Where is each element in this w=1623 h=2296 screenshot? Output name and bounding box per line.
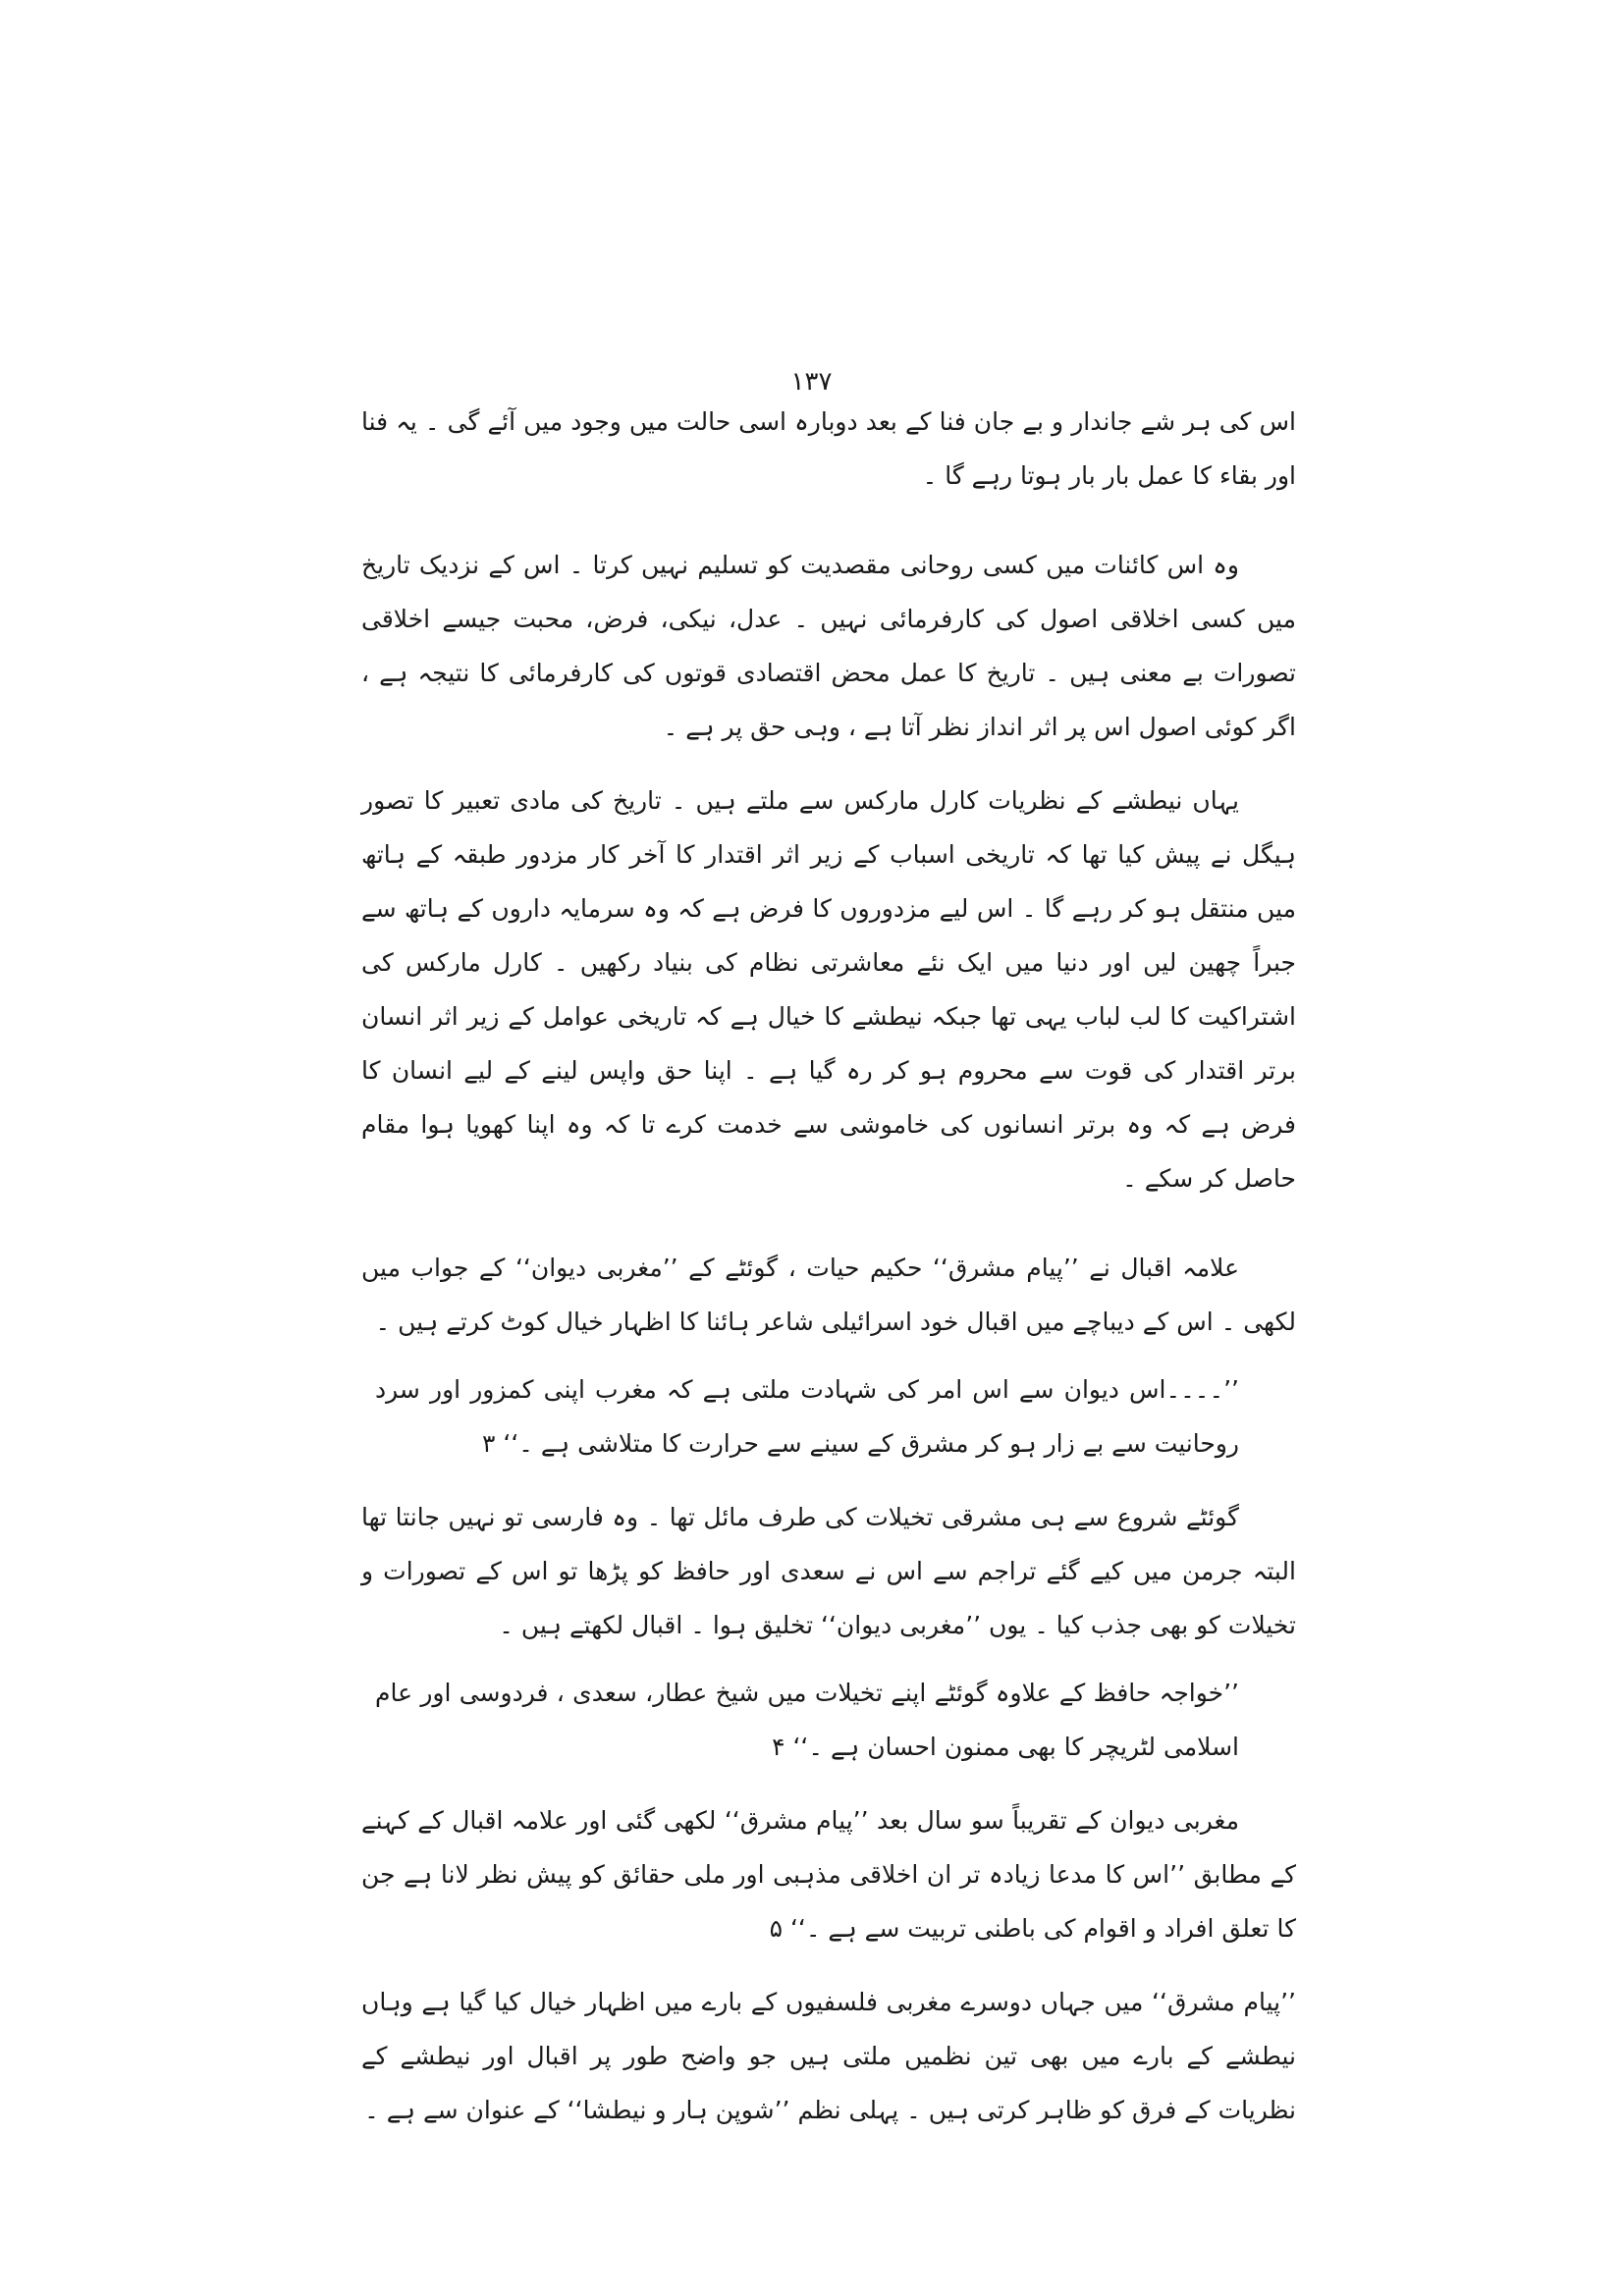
paragraph-7: ’’پیام مشرق‘‘ میں جہاں دوسرے مغربی فلسفیوں کے بارے میں اظہار خیال کیا گیا ہے وہاں نیطشے کے بارے میں بھی تین نظمیں ملتی ہیں جو واضح طور پر اقبال اور نیطشے کے نظریات کے فرق کو ظاہر کرتی ہیں ۔ پہلی نظم ’’شوپن ہار و نیطشا‘‘ کے عنوان سے ہے ۔	[361, 1988, 1296, 2124]
paragraph-3: یہاں نیطشے کے نظریات کارل مارکس سے ملتے ہیں ۔ تاریخ کی مادی تعبیر کا تصور ہیگل نے پیش کیا تھا کہ تاریخی اسباب کے زیر اثر اقتدار کا آخر کار مزدور طبقہ کے ہاتھ میں منتقل ہو کر رہے گا ۔ اس لیے مزدوروں کا فرض ہے کہ وہ سرمایہ داروں کے ہاتھ سے جبراً چھین لیں اور دنیا میں ایک نئے معاشرتی نظام کی بنیاد رکھیں ۔ کارل مارکس کی اشتراکیت کا لب لباب یہی تھا جبکہ نیطشے کا خیال ہے کہ تاریخی عوامل کے زیر اثر انسان برتر اقتدار کی قوت سے محروم ہو کر رہ گیا ہے ۔ اپنا حق واپس لینے کے لیے انسان کا فرض ہے کہ وہ برتر انسانوں کی خاموشی سے خدمت کرے تا کہ وہ اپنا کھویا ہوا مقام حاصل کر سکے ۔	[361, 786, 1296, 1193]
block-quote-1: ’’۔۔۔۔اس دیوان سے اس امر کی شہادت ملتی ہے کہ مغرب اپنی کمزور اور سرد روحانیت سے بے زار ہو کر مشرق کے سینے سے حرارت کا متلاشی ہے ۔‘‘ ۳	[375, 1375, 1239, 1458]
paragraph-5: گوئٹے شروع سے ہی مشرقی تخیلات کی طرف مائل تھا ۔ وہ فارسی تو نہیں جانتا تھا البتہ جرمن میں کیے گئے تراجم سے اس نے سعدی اور حافظ کو پڑھا تو اس کے تصورات و تخیلات کو بھی جذب کیا ۔ یوں ’’مغربی دیوان‘‘ تخلیق ہوا ۔ اقبال لکھتے ہیں ۔	[361, 1503, 1296, 1639]
paragraph-6: مغربی دیوان کے تقریباً سو سال بعد ’’پیام مشرق‘‘ لکھی گئی اور علامہ اقبال کے کہنے کے مطابق ’’اس کا مدعا زیادہ تر ان اخلاقی مذہبی اور ملی حقائق کو پیش نظر لانا ہے جن کا تعلق افراد و اقوام کی باطنی تربیت سے ہے ۔‘‘ ۵	[361, 1806, 1296, 1943]
paragraph-2: وہ اس کائنات میں کسی روحانی مقصدیت کو تسلیم نہیں کرتا ۔ اس کے نزدیک تاریخ میں کسی اخلاقی اصول کی کارفرمائی نہیں ۔ عدل، نیکی، فرض، محبت جیسے اخلاقی تصورات بے معنی ہیں ۔ تاریخ کا عمل محض اقتصادی قوتوں کی کارفرمائی کا نتیجہ ہے ، اگر کوئی اصول اس پر اثر انداز نظر آتا ہے ، وہی حق پر ہے ۔	[361, 551, 1296, 741]
paragraph-4: علامہ اقبال نے ’’پیام مشرق‘‘ حکیم حیات ، گوئٹے کے ’’مغربی دیوان‘‘ کے جواب میں لکھی ۔ اس کے دیباچے میں اقبال خود اسرائیلی شاعر ہائنا کا اظہار خیال کوٹ کرتے ہیں ۔	[361, 1254, 1296, 1336]
block-quote-2: ’’خواجہ حافظ کے علاوہ گوئٹے اپنے تخیلات میں شیخ عطار، سعدی ، فردوسی اور عام اسلامی لٹریچر کا بھی ممنون احسان ہے ۔‘‘ ۴	[375, 1679, 1239, 1761]
body-text	[361, 395, 1296, 2137]
paragraph-1: اس کی ہر شے جاندار و بے جان فنا کے بعد دوبارہ اسی حالت میں وجود میں آئے گی ۔ یہ فنا اور بقاء کا عمل بار بار ہوتا رہے گا ۔	[361, 407, 1296, 490]
page-number: ۱۳۷	[790, 367, 833, 397]
